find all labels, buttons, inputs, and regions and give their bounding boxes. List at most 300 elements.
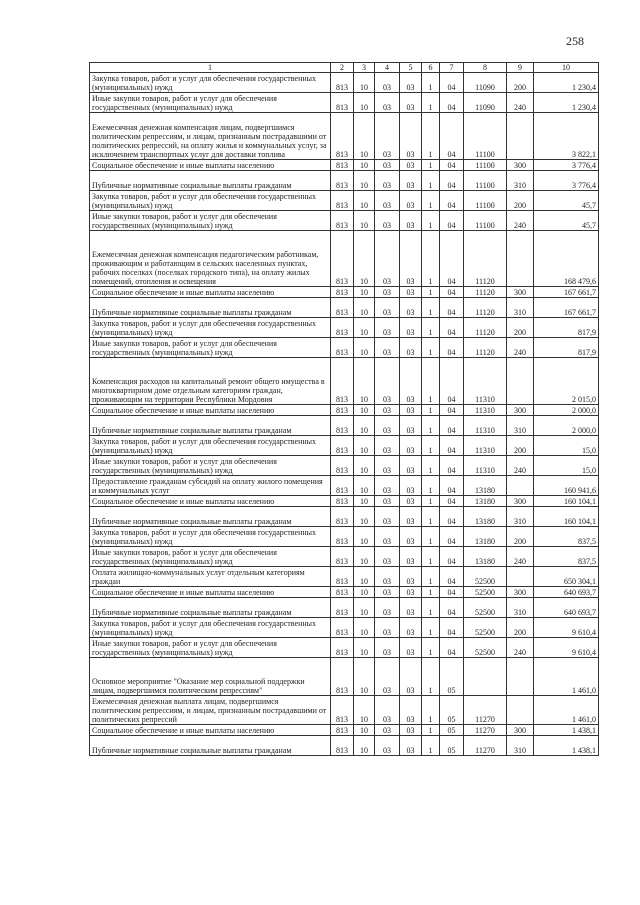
row-name: Основное мероприятие "Оказание мер социальной поддержки лицам, подвергшимся политическим репрессиям" bbox=[90, 658, 331, 696]
row-code: 1 bbox=[422, 93, 440, 113]
row-amount: 160 104,1 bbox=[534, 507, 599, 527]
row-code: 03 bbox=[375, 416, 400, 436]
row-code: 03 bbox=[400, 658, 422, 696]
row-code: 10 bbox=[354, 496, 375, 507]
row-amount: 1 438,1 bbox=[534, 736, 599, 756]
row-code: 52500 bbox=[464, 618, 507, 638]
row-code: 10 bbox=[354, 113, 375, 160]
row-amount: 9 610,4 bbox=[534, 618, 599, 638]
row-code: 04 bbox=[440, 113, 464, 160]
table-row bbox=[90, 191, 599, 211]
row-code: 310 bbox=[507, 171, 534, 191]
row-amount: 1 230,4 bbox=[534, 73, 599, 93]
table-row bbox=[90, 696, 599, 725]
table-row bbox=[90, 231, 599, 287]
row-code: 1 bbox=[422, 338, 440, 358]
row-code: 03 bbox=[400, 298, 422, 318]
table-row bbox=[90, 171, 599, 191]
row-code: 03 bbox=[375, 658, 400, 696]
row-code bbox=[507, 358, 534, 405]
table-row bbox=[90, 318, 599, 338]
row-code: 13180 bbox=[464, 496, 507, 507]
row-code: 04 bbox=[440, 547, 464, 567]
row-code: 03 bbox=[400, 736, 422, 756]
column-header: 6 bbox=[422, 63, 440, 73]
row-code: 04 bbox=[440, 476, 464, 496]
row-code: 04 bbox=[440, 73, 464, 93]
row-code: 813 bbox=[331, 318, 354, 338]
row-code: 200 bbox=[507, 73, 534, 93]
row-code: 04 bbox=[440, 160, 464, 171]
row-code: 03 bbox=[375, 171, 400, 191]
budget-table bbox=[89, 62, 599, 756]
row-code: 52500 bbox=[464, 567, 507, 587]
row-code bbox=[507, 113, 534, 160]
row-code: 300 bbox=[507, 587, 534, 598]
row-code: 04 bbox=[440, 507, 464, 527]
table-header-row bbox=[90, 63, 599, 73]
row-code: 10 bbox=[354, 338, 375, 358]
row-code: 03 bbox=[400, 211, 422, 231]
row-code: 03 bbox=[400, 287, 422, 298]
row-code: 813 bbox=[331, 496, 354, 507]
row-amount: 837,5 bbox=[534, 547, 599, 567]
row-code: 03 bbox=[375, 736, 400, 756]
row-code: 813 bbox=[331, 598, 354, 618]
row-code: 04 bbox=[440, 598, 464, 618]
row-code: 03 bbox=[400, 618, 422, 638]
row-code: 05 bbox=[440, 725, 464, 736]
row-code: 813 bbox=[331, 405, 354, 416]
column-header: 9 bbox=[507, 63, 534, 73]
row-code bbox=[507, 567, 534, 587]
row-code: 10 bbox=[354, 567, 375, 587]
row-code: 52500 bbox=[464, 598, 507, 618]
row-code: 03 bbox=[375, 507, 400, 527]
table-row bbox=[90, 567, 599, 587]
row-code: 813 bbox=[331, 658, 354, 696]
row-code: 10 bbox=[354, 318, 375, 338]
row-code: 03 bbox=[375, 476, 400, 496]
row-code: 03 bbox=[375, 547, 400, 567]
row-code: 1 bbox=[422, 658, 440, 696]
row-name: Ежемесячная денежная компенсация педагогическим работникам, проживающим и работающим в сельских населенных пунктах, рабочих поселках (поселках городского типа), на оплату жилых помещений, отопления и освещения bbox=[90, 231, 331, 287]
row-code: 240 bbox=[507, 93, 534, 113]
row-code: 813 bbox=[331, 160, 354, 171]
row-code: 1 bbox=[422, 298, 440, 318]
row-code: 03 bbox=[375, 93, 400, 113]
row-amount: 160 941,6 bbox=[534, 476, 599, 496]
row-code: 05 bbox=[440, 736, 464, 756]
row-code: 10 bbox=[354, 725, 375, 736]
row-code: 10 bbox=[354, 507, 375, 527]
row-code: 03 bbox=[400, 456, 422, 476]
row-name: Оплата жилищно-коммунальных услуг отдельным категориям граждан bbox=[90, 567, 331, 587]
row-amount: 45,7 bbox=[534, 191, 599, 211]
row-code: 03 bbox=[375, 191, 400, 211]
row-code: 03 bbox=[375, 73, 400, 93]
row-code: 310 bbox=[507, 736, 534, 756]
row-code: 11100 bbox=[464, 191, 507, 211]
row-code: 11120 bbox=[464, 287, 507, 298]
column-header: 3 bbox=[354, 63, 375, 73]
row-code: 03 bbox=[375, 287, 400, 298]
row-code: 03 bbox=[375, 725, 400, 736]
row-code: 03 bbox=[400, 496, 422, 507]
row-name: Публичные нормативные социальные выплаты гражданам bbox=[90, 171, 331, 191]
row-code: 1 bbox=[422, 416, 440, 436]
row-code bbox=[507, 231, 534, 287]
row-code: 813 bbox=[331, 567, 354, 587]
row-name: Закупка товаров, работ и услуг для обеспечения государственных (муниципальных) нужд bbox=[90, 318, 331, 338]
row-code: 1 bbox=[422, 456, 440, 476]
row-name: Публичные нормативные социальные выплаты гражданам bbox=[90, 298, 331, 318]
row-code: 10 bbox=[354, 287, 375, 298]
row-code: 03 bbox=[375, 618, 400, 638]
row-code: 200 bbox=[507, 527, 534, 547]
row-name: Социальное обеспечение и иные выплаты населению bbox=[90, 160, 331, 171]
row-code: 10 bbox=[354, 211, 375, 231]
table-row bbox=[90, 436, 599, 456]
row-code: 1 bbox=[422, 318, 440, 338]
table-row bbox=[90, 736, 599, 756]
row-code: 04 bbox=[440, 358, 464, 405]
row-name: Социальное обеспечение и иные выплаты населению bbox=[90, 587, 331, 598]
row-code: 10 bbox=[354, 696, 375, 725]
row-code: 11270 bbox=[464, 725, 507, 736]
row-code: 04 bbox=[440, 338, 464, 358]
row-code: 10 bbox=[354, 658, 375, 696]
row-name: Публичные нормативные социальные выплаты гражданам bbox=[90, 507, 331, 527]
row-code: 03 bbox=[400, 476, 422, 496]
table-row bbox=[90, 160, 599, 171]
row-name: Публичные нормативные социальные выплаты гражданам bbox=[90, 416, 331, 436]
row-code: 03 bbox=[375, 567, 400, 587]
row-code: 10 bbox=[354, 73, 375, 93]
table-row bbox=[90, 211, 599, 231]
row-code: 04 bbox=[440, 191, 464, 211]
row-code: 04 bbox=[440, 298, 464, 318]
row-code: 03 bbox=[400, 358, 422, 405]
row-code bbox=[507, 476, 534, 496]
row-amount: 3 776,4 bbox=[534, 160, 599, 171]
row-code: 03 bbox=[375, 318, 400, 338]
column-header: 7 bbox=[440, 63, 464, 73]
row-amount: 2 000,0 bbox=[534, 416, 599, 436]
row-code: 11310 bbox=[464, 405, 507, 416]
row-code: 10 bbox=[354, 416, 375, 436]
row-code: 13180 bbox=[464, 547, 507, 567]
row-code: 10 bbox=[354, 638, 375, 658]
row-code: 1 bbox=[422, 73, 440, 93]
row-code: 11120 bbox=[464, 298, 507, 318]
row-code: 813 bbox=[331, 587, 354, 598]
row-name: Публичные нормативные социальные выплаты гражданам bbox=[90, 736, 331, 756]
row-code: 03 bbox=[400, 171, 422, 191]
row-code: 1 bbox=[422, 587, 440, 598]
row-code: 03 bbox=[375, 436, 400, 456]
row-code: 1 bbox=[422, 496, 440, 507]
row-code: 03 bbox=[400, 93, 422, 113]
row-code: 10 bbox=[354, 436, 375, 456]
row-code: 1 bbox=[422, 287, 440, 298]
row-amount: 640 693,7 bbox=[534, 587, 599, 598]
row-code: 03 bbox=[400, 436, 422, 456]
row-code: 03 bbox=[400, 587, 422, 598]
row-name: Социальное обеспечение и иные выплаты населению bbox=[90, 405, 331, 416]
row-amount: 1 461,0 bbox=[534, 658, 599, 696]
column-header: 10 bbox=[534, 63, 599, 73]
row-code: 10 bbox=[354, 598, 375, 618]
row-code: 03 bbox=[400, 638, 422, 658]
row-code: 1 bbox=[422, 476, 440, 496]
row-code: 03 bbox=[400, 405, 422, 416]
row-code: 1 bbox=[422, 527, 440, 547]
table-row bbox=[90, 405, 599, 416]
row-code: 10 bbox=[354, 527, 375, 547]
row-code: 813 bbox=[331, 73, 354, 93]
row-code: 04 bbox=[440, 436, 464, 456]
row-code: 10 bbox=[354, 736, 375, 756]
row-amount: 3 822,1 bbox=[534, 113, 599, 160]
row-amount: 650 304,1 bbox=[534, 567, 599, 587]
row-code: 03 bbox=[375, 456, 400, 476]
row-code bbox=[507, 696, 534, 725]
row-code: 310 bbox=[507, 416, 534, 436]
row-code: 813 bbox=[331, 287, 354, 298]
row-name: Иные закупки товаров, работ и услуг для обеспечения государственных (муниципальных) нужд bbox=[90, 211, 331, 231]
page-number: 258 bbox=[566, 34, 584, 48]
row-code: 11310 bbox=[464, 358, 507, 405]
table-row bbox=[90, 298, 599, 318]
row-code: 813 bbox=[331, 358, 354, 405]
row-code: 310 bbox=[507, 598, 534, 618]
table-row bbox=[90, 547, 599, 567]
row-code: 310 bbox=[507, 507, 534, 527]
row-name: Иные закупки товаров, работ и услуг для обеспечения государственных (муниципальных) нужд bbox=[90, 547, 331, 567]
row-code: 11100 bbox=[464, 160, 507, 171]
row-amount: 1 461,0 bbox=[534, 696, 599, 725]
table-row bbox=[90, 113, 599, 160]
column-header: 4 bbox=[375, 63, 400, 73]
row-code: 04 bbox=[440, 211, 464, 231]
row-code: 1 bbox=[422, 547, 440, 567]
row-code: 1 bbox=[422, 358, 440, 405]
row-code: 240 bbox=[507, 211, 534, 231]
row-code: 03 bbox=[375, 598, 400, 618]
row-code: 813 bbox=[331, 507, 354, 527]
row-name: Предоставление гражданам субсидий на оплату жилого помещения и коммунальных услуг bbox=[90, 476, 331, 496]
row-code: 1 bbox=[422, 618, 440, 638]
row-code: 03 bbox=[375, 298, 400, 318]
column-header: 1 bbox=[90, 63, 331, 73]
row-code: 04 bbox=[440, 287, 464, 298]
row-code: 1 bbox=[422, 567, 440, 587]
row-code: 04 bbox=[440, 496, 464, 507]
row-code bbox=[464, 658, 507, 696]
row-amount: 168 479,6 bbox=[534, 231, 599, 287]
row-code: 300 bbox=[507, 160, 534, 171]
row-code: 10 bbox=[354, 298, 375, 318]
row-code: 1 bbox=[422, 113, 440, 160]
row-code: 813 bbox=[331, 231, 354, 287]
row-code: 10 bbox=[354, 160, 375, 171]
row-code: 10 bbox=[354, 476, 375, 496]
row-code: 04 bbox=[440, 318, 464, 338]
row-code: 03 bbox=[375, 338, 400, 358]
table-row bbox=[90, 496, 599, 507]
table-row bbox=[90, 338, 599, 358]
table-row bbox=[90, 416, 599, 436]
row-code: 10 bbox=[354, 618, 375, 638]
row-code: 03 bbox=[400, 547, 422, 567]
row-code: 03 bbox=[400, 507, 422, 527]
row-code bbox=[507, 658, 534, 696]
row-amount: 15,0 bbox=[534, 456, 599, 476]
row-code: 1 bbox=[422, 696, 440, 725]
row-code: 310 bbox=[507, 298, 534, 318]
row-code: 813 bbox=[331, 696, 354, 725]
row-code: 813 bbox=[331, 436, 354, 456]
column-header: 8 bbox=[464, 63, 507, 73]
row-code: 240 bbox=[507, 638, 534, 658]
row-code: 03 bbox=[400, 318, 422, 338]
row-name: Ежемесячная денежная выплата лицам, подвергшимся политическим репрессиям, и лицам, признанным пострадавшими от политических репрессий bbox=[90, 696, 331, 725]
row-code: 11090 bbox=[464, 93, 507, 113]
table-row bbox=[90, 507, 599, 527]
row-code: 13180 bbox=[464, 476, 507, 496]
row-amount: 167 661,7 bbox=[534, 287, 599, 298]
row-code: 03 bbox=[400, 231, 422, 287]
row-code: 813 bbox=[331, 171, 354, 191]
row-code: 10 bbox=[354, 231, 375, 287]
table-row bbox=[90, 725, 599, 736]
row-code: 813 bbox=[331, 298, 354, 318]
column-header: 5 bbox=[400, 63, 422, 73]
row-code: 11270 bbox=[464, 696, 507, 725]
row-code: 52500 bbox=[464, 587, 507, 598]
row-code: 03 bbox=[400, 160, 422, 171]
row-code: 11100 bbox=[464, 113, 507, 160]
row-code: 11120 bbox=[464, 231, 507, 287]
row-amount: 160 104,1 bbox=[534, 496, 599, 507]
table-row bbox=[90, 73, 599, 93]
row-name: Компенсация расходов на капитальный ремонт общего имущества в многоквартирном доме отдельным категориям граждан, проживающим на территории Республики Мордовия bbox=[90, 358, 331, 405]
row-code: 05 bbox=[440, 658, 464, 696]
row-amount: 817,9 bbox=[534, 338, 599, 358]
row-code: 1 bbox=[422, 598, 440, 618]
row-name: Закупка товаров, работ и услуг для обеспечения государственных (муниципальных) нужд bbox=[90, 73, 331, 93]
row-code: 813 bbox=[331, 736, 354, 756]
row-name: Закупка товаров, работ и услуг для обеспечения государственных (муниципальных) нужд bbox=[90, 436, 331, 456]
row-code: 04 bbox=[440, 567, 464, 587]
row-code: 03 bbox=[400, 191, 422, 211]
table-row bbox=[90, 476, 599, 496]
row-code: 300 bbox=[507, 287, 534, 298]
row-amount: 817,9 bbox=[534, 318, 599, 338]
row-name: Иные закупки товаров, работ и услуг для обеспечения государственных (муниципальных) нужд bbox=[90, 456, 331, 476]
table-row bbox=[90, 658, 599, 696]
row-amount: 837,5 bbox=[534, 527, 599, 547]
row-amount: 45,7 bbox=[534, 211, 599, 231]
row-code: 813 bbox=[331, 618, 354, 638]
row-name: Иные закупки товаров, работ и услуг для обеспечения государственных (муниципальных) нужд bbox=[90, 638, 331, 658]
row-code: 03 bbox=[375, 113, 400, 160]
row-code: 04 bbox=[440, 618, 464, 638]
row-code: 10 bbox=[354, 547, 375, 567]
row-code: 03 bbox=[375, 496, 400, 507]
row-code: 11120 bbox=[464, 338, 507, 358]
row-code: 03 bbox=[375, 358, 400, 405]
row-code: 03 bbox=[400, 416, 422, 436]
row-code: 200 bbox=[507, 318, 534, 338]
row-code: 10 bbox=[354, 587, 375, 598]
row-code: 03 bbox=[400, 113, 422, 160]
row-amount: 3 776,4 bbox=[534, 171, 599, 191]
row-code: 813 bbox=[331, 338, 354, 358]
table-row bbox=[90, 358, 599, 405]
row-code: 10 bbox=[354, 93, 375, 113]
row-code: 813 bbox=[331, 191, 354, 211]
row-code: 200 bbox=[507, 618, 534, 638]
row-code: 1 bbox=[422, 507, 440, 527]
row-name: Социальное обеспечение и иные выплаты населению bbox=[90, 725, 331, 736]
column-header: 2 bbox=[331, 63, 354, 73]
row-code: 813 bbox=[331, 456, 354, 476]
row-code: 813 bbox=[331, 93, 354, 113]
row-code: 300 bbox=[507, 496, 534, 507]
row-code: 11120 bbox=[464, 318, 507, 338]
row-code: 11270 bbox=[464, 736, 507, 756]
table-row bbox=[90, 456, 599, 476]
row-code: 1 bbox=[422, 436, 440, 456]
row-name: Социальное обеспечение и иные выплаты населению bbox=[90, 496, 331, 507]
row-code: 240 bbox=[507, 456, 534, 476]
row-code: 03 bbox=[400, 598, 422, 618]
row-code: 1 bbox=[422, 231, 440, 287]
row-code: 03 bbox=[375, 587, 400, 598]
row-amount: 1 438,1 bbox=[534, 725, 599, 736]
row-code: 04 bbox=[440, 587, 464, 598]
row-code: 04 bbox=[440, 456, 464, 476]
row-code: 04 bbox=[440, 527, 464, 547]
row-code: 813 bbox=[331, 547, 354, 567]
row-code: 04 bbox=[440, 416, 464, 436]
row-code: 1 bbox=[422, 191, 440, 211]
table-row bbox=[90, 287, 599, 298]
row-name: Ежемесячная денежная компенсация лицам, подвергшимся политическим репрессиям, и лицам, признанным пострадавшими от политических репрессий, на оплату жилья и коммунальных услуг, за исключением транспортных услуг для доставки топлива bbox=[90, 113, 331, 160]
row-code: 04 bbox=[440, 638, 464, 658]
row-code: 1 bbox=[422, 211, 440, 231]
row-code: 04 bbox=[440, 93, 464, 113]
row-code: 52500 bbox=[464, 638, 507, 658]
row-amount: 15,0 bbox=[534, 436, 599, 456]
row-code: 813 bbox=[331, 416, 354, 436]
row-amount: 9 610,4 bbox=[534, 638, 599, 658]
row-code: 813 bbox=[331, 725, 354, 736]
row-code: 1 bbox=[422, 405, 440, 416]
row-code: 03 bbox=[375, 211, 400, 231]
row-code: 03 bbox=[375, 160, 400, 171]
row-code: 300 bbox=[507, 405, 534, 416]
row-code: 11310 bbox=[464, 456, 507, 476]
row-amount: 1 230,4 bbox=[534, 93, 599, 113]
row-code: 11310 bbox=[464, 436, 507, 456]
row-code: 03 bbox=[375, 696, 400, 725]
row-code: 11310 bbox=[464, 416, 507, 436]
row-code: 03 bbox=[375, 527, 400, 547]
row-code: 05 bbox=[440, 696, 464, 725]
